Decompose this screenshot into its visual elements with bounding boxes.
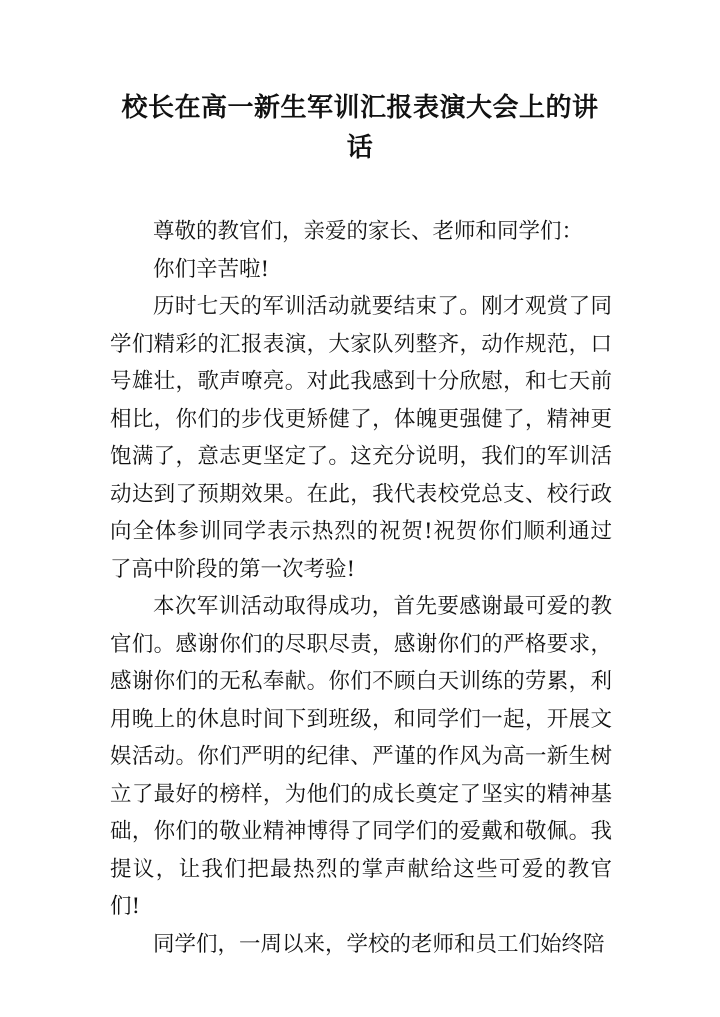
paragraph-students: 同学们，一周以来，学校的老师和员工们始终陪 <box>153 931 605 957</box>
document-body <box>110 213 612 963</box>
paragraph-training-summary: 历时七天的军训活动就要结束了。刚才观赏了同学们精彩的汇报表演，大家队列整齐，动作规范，口号雄壮，歌声嘹亮。对此我感到十分欣慰，和七天前相比，你们的步伐更矫健了，体魄更强健了，精神更饱满了，意志更坚定了。这充分说明，我们的军训活动达到了预期效果。在此，我代表校党总支、校行政向全体参训同学表示热烈的祝贺!祝贺你们顺利通过了高中阶段的第一次考验! <box>110 294 612 582</box>
paragraph-greeting: 你们辛苦啦! <box>153 256 270 282</box>
document-title: 校长在高一新生军训汇报表演大会上的讲话 <box>121 93 599 163</box>
paragraph-salutation: 尊敬的教官们，亲爱的家长、老师和同学们： <box>153 219 584 244</box>
paragraph-thanks-instructors: 本次军训活动取得成功，首先要感谢最可爱的教官们。感谢你们的尽职尽责，感谢你们的严格要求，感谢你们的无私奉献。你们不顾白天训练的劳累，利用晚上的休息时间下到班级，和同学们一起，开展文娱活动。你们严明的纪律、严谨的作风为高一新生树立了最好的榜样，为他们的成长奠定了坚实的精神基础，你们的敬业精神博得了同学们的爱戴和敬佩。我提议，让我们把最热烈的掌声献给这些可爱的教官们! <box>110 594 612 919</box>
